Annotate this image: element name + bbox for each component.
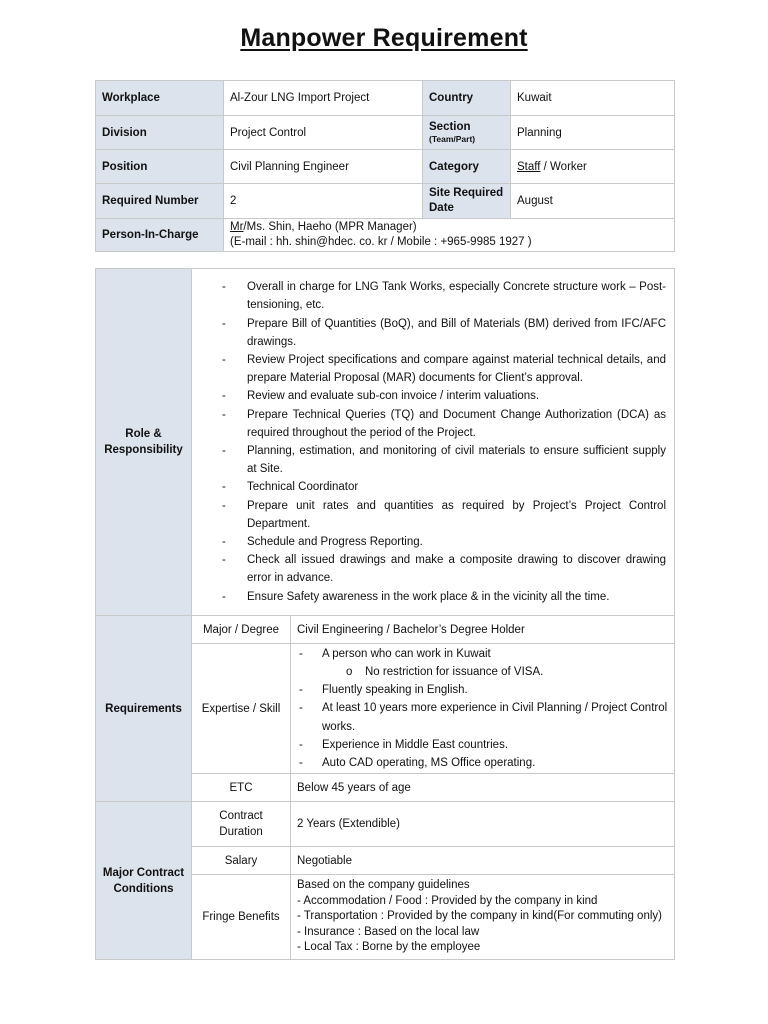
expertise-list-rest [297, 681, 668, 772]
requirements-label: Requirements [96, 616, 192, 802]
expertise-item: - At least 10 years more experience in Civil Planning / Project Control works. [297, 699, 668, 735]
etc-label: ETC [192, 774, 291, 802]
section-label: Section [429, 121, 471, 133]
role-item: - Review and evaluate sub-con invoice / interim valuations. [198, 387, 668, 405]
role-item: - Planning, estimation, and monitoring of civil materials to ensure sufficient supply at Site. [198, 442, 668, 478]
category-staff: Staff [517, 160, 541, 173]
fringe-label: Fringe Benefits [192, 875, 291, 960]
person-name-line [230, 220, 668, 235]
country-label: Country [423, 81, 511, 116]
info-table [95, 80, 675, 252]
fringe-content [291, 875, 675, 960]
major-label: Major / Degree [192, 616, 291, 644]
section-value: Planning [511, 116, 675, 150]
category-value [511, 150, 675, 184]
required-number-row [96, 184, 675, 219]
category-label: Category [423, 150, 511, 184]
category-worker: / Worker [540, 160, 587, 173]
expertise-label: Expertise / Skill [192, 644, 291, 774]
salary-label: Salary [192, 847, 291, 875]
etc-value: Below 45 years of age [291, 774, 675, 802]
expertise-list [297, 645, 668, 663]
role-list [198, 278, 668, 606]
role-item: - Overall in charge for LNG Tank Works, especially Concrete structure work – Post-tensioning, etc. [198, 278, 668, 314]
major-row [96, 616, 675, 644]
person-in-charge-row [96, 219, 675, 252]
site-required-date-value: August [511, 184, 675, 219]
role-label: Role & Responsibility [96, 269, 192, 616]
section-label-cell [423, 116, 511, 150]
section-sublabel: (Team/Part) [429, 134, 476, 144]
expertise-item: - A person who can work in Kuwait [297, 645, 668, 663]
duration-label: Contract Duration [192, 802, 291, 847]
contract-label: Major Contract Conditions [96, 802, 192, 960]
bullet-circle-icon: o [346, 666, 353, 679]
role-item: - Schedule and Progress Reporting. [198, 533, 668, 551]
role-content [192, 269, 675, 616]
division-row [96, 116, 675, 150]
details-table [95, 268, 675, 960]
position-label: Position [96, 150, 224, 184]
division-label: Division [96, 116, 224, 150]
site-required-date-label: Site Required Date [423, 184, 511, 219]
role-item: - Prepare Technical Queries (TQ) and Document Change Authorization (DCA) as required throughout the period of the Project. [198, 406, 668, 442]
salary-value: Negotiable [291, 847, 675, 875]
duration-value: 2 Years (Extendible) [291, 802, 675, 847]
expertise-item: - Auto CAD operating, MS Office operating. [297, 754, 668, 772]
fringe-line: - Transportation : Provided by the company in kind(For commuting only) [297, 910, 662, 923]
person-mr: Mr [230, 221, 244, 233]
role-item: - Technical Coordinator [198, 478, 668, 496]
expertise-item: - Experience in Middle East countries. [297, 736, 668, 754]
page-title: Manpower Requirement [240, 24, 528, 52]
role-item: - Review Project specifications and compare against material technical details, and prepare Material Proposal (MAR) documents for Client’s approval. [198, 351, 668, 387]
workplace-row [96, 81, 675, 116]
division-value: Project Control [224, 116, 423, 150]
required-number-label: Required Number [96, 184, 224, 219]
role-item: - Prepare Bill of Quantities (BoQ), and Bill of Materials (BM) derived from IFC/AFC drawings. [198, 315, 668, 351]
person-in-charge-label: Person-In-Charge [96, 219, 224, 252]
fringe-line: - Insurance : Based on the local law [297, 925, 480, 938]
country-value: Kuwait [511, 81, 675, 116]
expertise-content [291, 644, 675, 774]
role-item: - Check all issued drawings and make a composite drawing to discover drawing error in advance. [198, 551, 668, 587]
fringe-line: - Accommodation / Food : Provided by the company in kind [297, 894, 598, 907]
person-contact-line: (E-mail : hh. shin@hdec. co. kr / Mobile : +965-9985 1927 ) [230, 236, 532, 248]
expertise-subitem-text: No restriction for issuance of VISA. [365, 666, 544, 679]
expertise-item: - Fluently speaking in English. [297, 681, 668, 699]
role-item: - Prepare unit rates and quantities as required by Project’s Project Control Department. [198, 497, 668, 533]
workplace-label: Workplace [96, 81, 224, 116]
major-value: Civil Engineering / Bachelor’s Degree Holder [291, 616, 675, 644]
person-name: /Ms. Shin, Haeho (MPR Manager) [243, 221, 417, 233]
role-item: - Ensure Safety awareness in the work place & in the vicinity all the time. [198, 588, 668, 606]
role-row [96, 269, 675, 616]
expertise-subitem [297, 663, 668, 681]
fringe-line: - Local Tax : Borne by the employee [297, 941, 481, 954]
workplace-value: Al-Zour LNG Import Project [224, 81, 423, 116]
person-in-charge-value [224, 219, 675, 252]
position-row [96, 150, 675, 184]
duration-row [96, 802, 675, 847]
fringe-line: Based on the company guidelines [297, 879, 470, 892]
position-value: Civil Planning Engineer [224, 150, 423, 184]
required-number-value: 2 [224, 184, 423, 219]
